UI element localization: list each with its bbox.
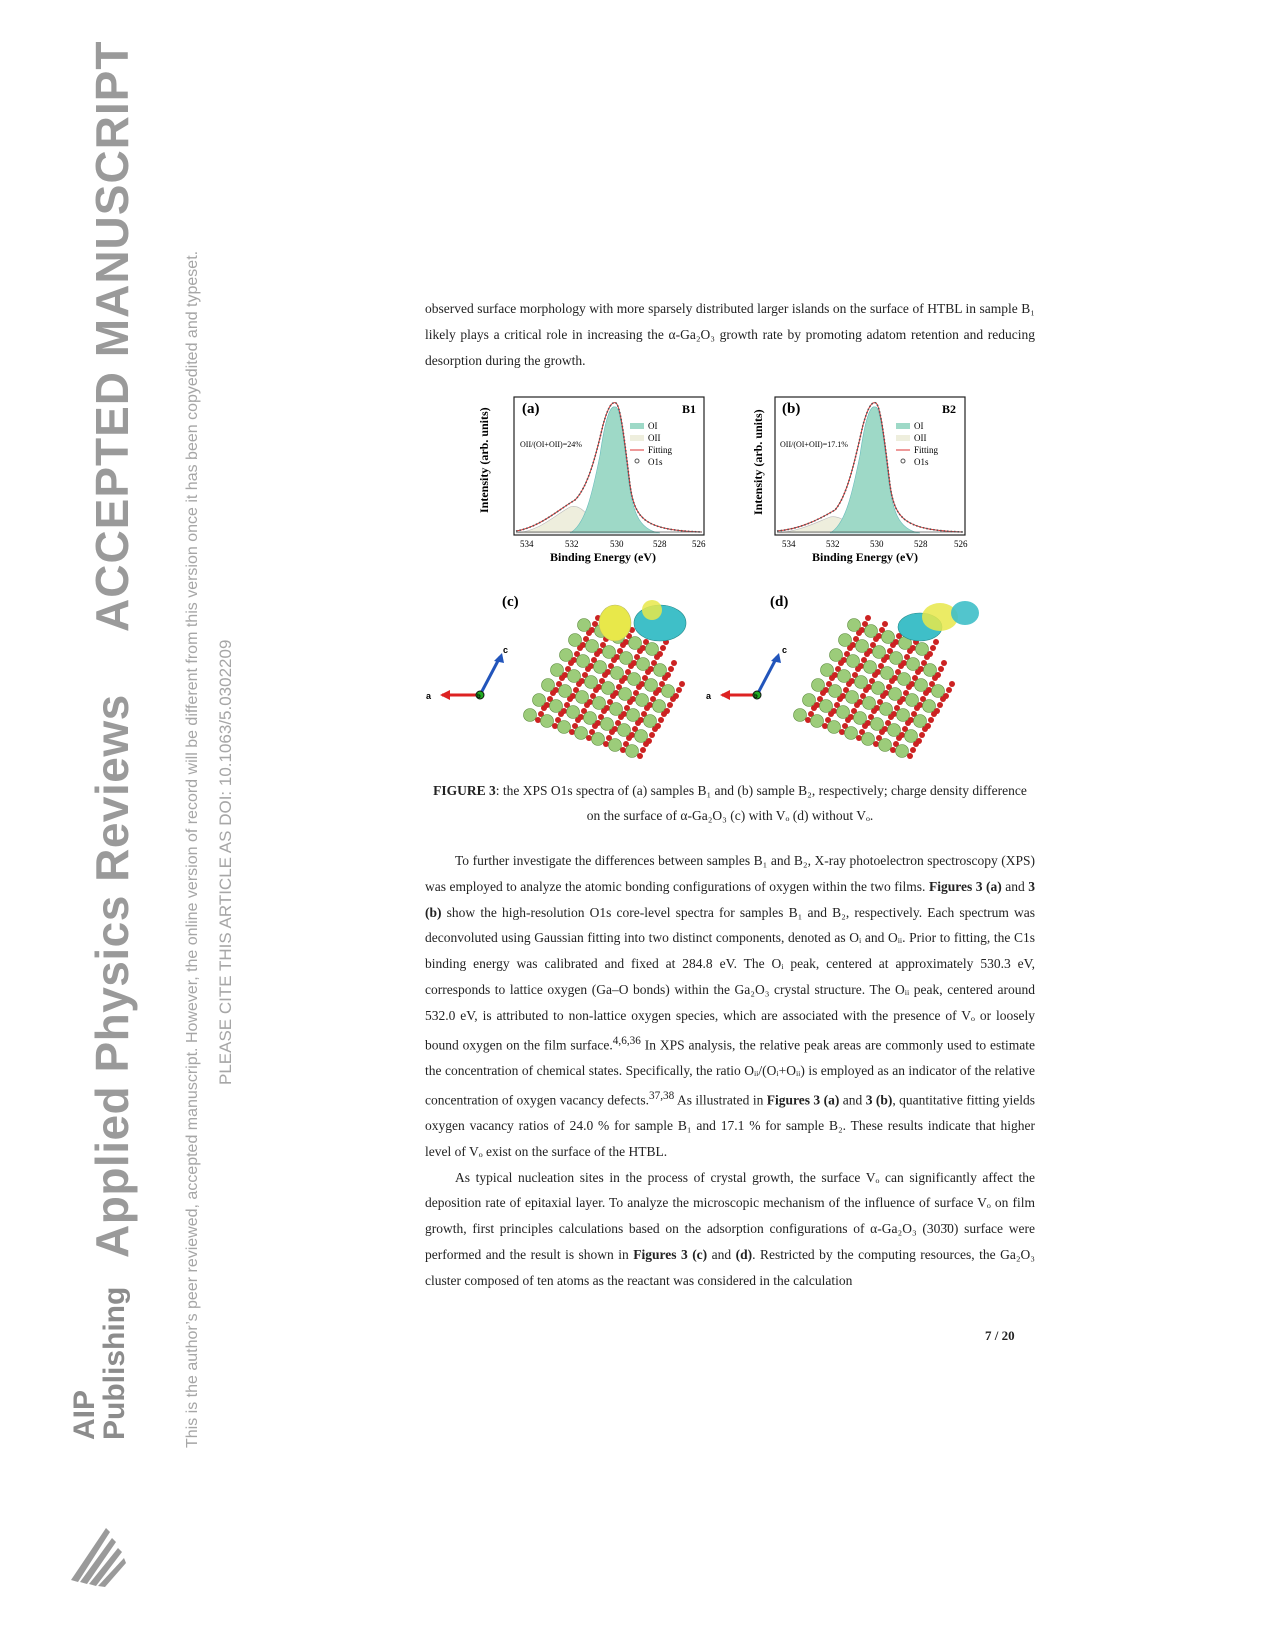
- panel-c-ga-atom: [560, 649, 573, 662]
- panel-d-o-atom: [907, 753, 913, 759]
- panel-d-ga-atom: [923, 700, 936, 713]
- accepted-manuscript-banner: ACCEPTED MANUSCRIPT: [86, 40, 138, 632]
- panel-c-o-atom: [597, 648, 603, 654]
- panel-c-o-atom: [587, 699, 593, 705]
- panel-c-ga-atom: [586, 640, 599, 653]
- panel-c-o-atom: [571, 657, 577, 663]
- panel-c-o-atom: [586, 735, 592, 741]
- panel-d-o-atom: [849, 678, 855, 684]
- panel-c-o-atom: [612, 726, 618, 732]
- panel-b-xtick-526: 526: [954, 539, 968, 549]
- legend-b-oi: OI: [914, 421, 924, 431]
- panel-d-ga-atom: [865, 625, 878, 638]
- p2-fig-ref-4: 3 (b): [865, 1092, 893, 1108]
- panel-d-ga-atom: [916, 643, 929, 656]
- panel-d-o-atom: [899, 732, 905, 738]
- journal-name: Applied Physics Reviews: [86, 694, 138, 1258]
- panel-d-o-atom: [938, 666, 944, 672]
- panel-b-label: (b): [782, 401, 801, 417]
- panel-d-o-atom: [910, 645, 916, 651]
- panel-c-ga-atom: [611, 667, 624, 680]
- panel-c-o-atom: [629, 732, 635, 738]
- panel-c-ga-atom: [619, 688, 632, 701]
- panel-d-ga-atom: [864, 661, 877, 674]
- panel-d-o-atom: [890, 747, 896, 753]
- p2-c: show the high-resolution O1s core-level spectra for samples B₁ and B₂, respectively. Each spectrum was deconvoluted using Gaussian fitting into two distinct components, denoted as Oᵢ and Oᵢᵢ. Prior to fitting, the C1s binding energy was calibrated and fixed at 284.8 eV. The Oᵢ peak, centered at approximately 530.3 eV, corresponds to lattice oxygen (Ga–O bonds) within the Ga₂O₃ crystal structure. The Oᵢᵢ peak, centered around 532.0 eV, is attributed to non-lattice oxygen species, which are associated with the presence of Vₒ or loosely bound oxygen on the film surface.: [425, 904, 1035, 1053]
- panel-d-o-atom: [891, 711, 897, 717]
- panel-c-o-atom: [561, 708, 567, 714]
- aip-logo-mark-icon: [66, 1520, 126, 1590]
- panel-d-ga-atom: [907, 658, 920, 671]
- panel-c-ga-atom: [593, 697, 606, 710]
- panel-d-o-atom: [858, 663, 864, 669]
- panel-d-ga-atom: [829, 685, 842, 698]
- figure-3: [420, 395, 1020, 765]
- panel-d-ga-atom: [847, 655, 860, 668]
- legend-a-o1s: O1s: [648, 457, 663, 467]
- panel-c-ga-atom: [602, 682, 615, 695]
- panel-a-xtick-528: 528: [653, 539, 667, 549]
- p2-citation-2: 37,38: [648, 1089, 675, 1102]
- panel-d-ga-atom: [872, 682, 885, 695]
- panel-b-ratio: OII/(OI+OII)=17.1%: [780, 440, 848, 449]
- panel-d-ga-atom: [889, 688, 902, 701]
- panel-d-ga-atom: [896, 745, 909, 758]
- panel-c-o-atom: [665, 672, 671, 678]
- panel-c-ga-atom: [551, 664, 564, 677]
- panel-d-o-atom: [937, 702, 943, 708]
- panel-c-ga-atom: [644, 715, 657, 728]
- panel-c-o-atom: [655, 723, 661, 729]
- panel-c-o-atom: [578, 714, 584, 720]
- panel-c-o-atom: [649, 732, 655, 738]
- panel-d-o-atom: [909, 681, 915, 687]
- panel-d-ga-atom: [879, 739, 892, 752]
- panel-a-ylabel: Intensity (arb. units): [477, 407, 491, 513]
- panel-c-o-atom: [640, 747, 646, 753]
- panel-d-o-atom: [901, 660, 907, 666]
- panel-c-ga-atom: [618, 724, 631, 737]
- panel-c-ga-atom: [542, 679, 555, 692]
- panel-c-axis-b: b: [477, 694, 481, 700]
- panel-d-ga-atom: [846, 691, 859, 704]
- panel-d-o-atom: [927, 651, 933, 657]
- panel-d-o-atom: [814, 702, 820, 708]
- panel-d-axes: [706, 645, 787, 701]
- panel-c-ga-atom: [610, 703, 623, 716]
- panel-c-o-atom: [664, 708, 670, 714]
- panel-d-ga-atom: [932, 685, 945, 698]
- panel-d-ga-atom: [803, 694, 816, 707]
- panel-a-xtick-534: 534: [520, 539, 534, 549]
- p2-d: In XPS analysis, the relative peak areas are commonly used to estimate the concentration of chemical states. Specifically, the ratio Oᵢᵢ/(Oᵢ+Oᵢᵢ) is employed as an indicator of the relative concentration of oxygen vacancy defects.: [425, 1037, 1035, 1108]
- panel-d-o-atom: [865, 720, 871, 726]
- legend-b-fitting: Fitting: [914, 445, 939, 455]
- panel-d-o-atom: [857, 699, 863, 705]
- panel-c-ga-atom: [550, 700, 563, 713]
- panel-c-ga-atom: [567, 706, 580, 719]
- panel-d-o-atom: [934, 708, 940, 714]
- p3-fig-ref-2: (d): [735, 1246, 753, 1262]
- panel-d-ga-atom: [905, 730, 918, 743]
- panel-d-ga-atom: [845, 727, 858, 740]
- panel-d-ga-atom: [881, 667, 894, 680]
- panel-d-o-atom: [910, 747, 916, 753]
- panel-d-o-atom: [873, 741, 879, 747]
- panel-d-o-atom: [930, 645, 936, 651]
- figure-caption: [425, 778, 1035, 828]
- panel-c-ga-atom: [575, 727, 588, 740]
- panel-c-ga-atom: [645, 679, 658, 692]
- p2-b: and: [1001, 878, 1029, 894]
- panel-d-ga-atom: [856, 640, 869, 653]
- panel-c-o-atom: [562, 672, 568, 678]
- panel-d-o-atom: [850, 642, 856, 648]
- p2-fig-ref-1: Figures 3 (a): [928, 878, 1002, 894]
- panel-b-sample: B2: [942, 402, 957, 416]
- p2-e: As illustrated in: [674, 1092, 767, 1108]
- p3-c: . Restricted by the computing resources, the Ga₂O₃ cluster composed of ten atoms as the reactant was considered in the calculation: [425, 1246, 1035, 1288]
- panel-d-ga-atom: [915, 679, 928, 692]
- legend-b-oii: OII: [914, 433, 927, 443]
- panel-c-label: (c): [502, 594, 519, 610]
- panel-d-ga-atom: [924, 664, 937, 677]
- panel-d-o-atom: [892, 675, 898, 681]
- panel-c-o-atom: [667, 702, 673, 708]
- panel-d-o-atom: [867, 648, 873, 654]
- panel-c-ga-atom: [662, 685, 675, 698]
- panel-a-xtick-530: 530: [610, 539, 624, 549]
- panel-d-axis-c: c: [782, 645, 788, 655]
- p3-a: As typical nucleation sites in the process of crystal growth, the surface Vₒ can significantly affect the deposition rate of epitaxial layer. To analyze the microscopic mechanism of the influence of surface Vₒ on film growth, first principles calculations based on the adsorption configurations of α-Ga₂O₃ (303̄0) surface were performed and the result is shown in: [425, 1169, 1035, 1262]
- panel-d-o-atom: [900, 696, 906, 702]
- p2-g: , quantitative fitting yields oxygen vacancy ratios of 24.0 % for sample B₁ and 17.1 % for sample B₂. These results indicate that higher level of Vₒ exist on the surface of the HTBL.: [425, 1092, 1035, 1159]
- panel-c-o-atom: [605, 669, 611, 675]
- panel-b-xtick-528: 528: [914, 539, 928, 549]
- panel-d-o-atom: [946, 687, 952, 693]
- panel-c-o-atom: [647, 702, 653, 708]
- paragraph-xps-text: [425, 848, 1035, 1165]
- panel-d-o-atom: [840, 693, 846, 699]
- panel-c-o-atom: [580, 642, 586, 648]
- panel-c-o-atom: [596, 684, 602, 690]
- panel-c-ga-atom: [636, 694, 649, 707]
- panel-d-o-atom: [943, 693, 949, 699]
- panel-d-o-atom: [882, 621, 888, 627]
- panel-c-ga-atom: [601, 718, 614, 731]
- panel-a-sample: B1: [682, 402, 697, 416]
- panel-d-ga-atom: [828, 721, 841, 734]
- panel-c-axis-a: a: [426, 691, 432, 701]
- panel-c-o-atom: [614, 654, 620, 660]
- panel-a-xtick-532: 532: [565, 539, 579, 549]
- panel-c-ga-atom: [626, 745, 639, 758]
- panel-d-o-atom: [822, 723, 828, 729]
- panel-c-o-atom: [604, 705, 610, 711]
- p2-fig-ref-2: 3 (b): [425, 878, 1035, 920]
- panel-b-xtick-534: 534: [782, 539, 796, 549]
- panel-d-o-atom: [926, 687, 932, 693]
- panel-d-o-atom: [831, 708, 837, 714]
- panel-d-o-atom: [941, 660, 947, 666]
- panel-c-ga-atom: [533, 694, 546, 707]
- panel-d-ga-atom: [880, 703, 893, 716]
- panel-c-o-atom: [588, 663, 594, 669]
- panel-c-ga-atom: [558, 721, 571, 734]
- panel-c-o-atom: [553, 687, 559, 693]
- panel-c-ga-atom: [628, 673, 641, 686]
- panel-d-o-atom: [893, 639, 899, 645]
- panel-c-o-atom: [570, 693, 576, 699]
- panel-c-o-atom: [621, 711, 627, 717]
- panel-d-o-atom: [949, 681, 955, 687]
- panel-a-label: (a): [522, 401, 540, 417]
- panel-d-ga-atom: [812, 679, 825, 692]
- aip-publishing-logo: [70, 1287, 130, 1440]
- panel-c-o-atom: [630, 696, 636, 702]
- panel-c-ga-atom: [541, 715, 554, 728]
- paragraph-intro-text: observed surface morphology with more sparsely distributed larger islands on the surface of HTBL in sample B₁ likely plays a critical role in increasing the α-Ga₂O₃ growth rate by promoting adatom retention and reducing desorption during the growth.: [425, 301, 1035, 368]
- panel-c-ga-atom: [569, 634, 582, 647]
- panel-d-ga-atom: [906, 694, 919, 707]
- panel-d-o-atom: [925, 723, 931, 729]
- panel-d-ga-atom: [848, 619, 861, 632]
- panel-c-o-atom: [660, 645, 666, 651]
- panel-c-o-atom: [595, 720, 601, 726]
- panel-c-ga-atom: [627, 709, 640, 722]
- panel-c-o-atom: [671, 660, 677, 666]
- paragraph-intro: [425, 296, 1035, 373]
- panel-c-o-atom: [656, 687, 662, 693]
- panel-c-o-atom: [535, 717, 541, 723]
- panel-d-ga-atom: [882, 631, 895, 644]
- panel-d-ga-atom: [820, 700, 833, 713]
- panel-c-o-atom: [648, 666, 654, 672]
- panel-d-o-atom: [917, 702, 923, 708]
- panel-d-ga-atom: [873, 646, 886, 659]
- panel-c-ga-atom: [568, 670, 581, 683]
- panel-d-o-atom: [884, 654, 890, 660]
- p2-citation-1: 4,6,36: [612, 1034, 641, 1047]
- panel-d-ga-atom: [862, 733, 875, 746]
- legend-a-oi: OI: [648, 421, 658, 431]
- panel-c-ga-atom: [620, 652, 633, 665]
- panel-d-ga-atom: [897, 709, 910, 722]
- panel-d-ga-atom: [838, 670, 851, 683]
- panel-d-o-atom: [832, 672, 838, 678]
- panel-d-o-atom: [935, 672, 941, 678]
- panel-c-o-atom: [631, 660, 637, 666]
- panel-d-axis-b: b: [754, 694, 758, 700]
- panel-b-xlabel: Binding Energy (eV): [812, 550, 919, 564]
- panel-c-isosurface-yellow: [599, 605, 631, 641]
- panel-d-label: (d): [770, 594, 789, 610]
- panel-c-ga-atom: [654, 664, 667, 677]
- legend-b-o1s: O1s: [914, 457, 929, 467]
- panel-a-xlabel: Binding Energy (eV): [550, 550, 657, 564]
- panel-d-ga-atom: [811, 715, 824, 728]
- panel-d-o-atom: [856, 735, 862, 741]
- p2-fig-ref-3: Figures 3 (a): [766, 1092, 840, 1108]
- panel-d-o-atom: [839, 729, 845, 735]
- panel-a-xps-chart: [477, 397, 706, 564]
- cite-doi: PLEASE CITE THIS ARTICLE AS DOI: 10.1063/5.0302209: [216, 639, 235, 1085]
- panel-c-ga-atom: [577, 655, 590, 668]
- caption-text: : the XPS O1s spectra of (a) samples B₁ and (b) sample B₂, respectively; charge density difference on the surface of α-Ga₂O₃ (c) with Vₒ (d) without Vₒ.: [495, 783, 1027, 823]
- panel-c-ga-atom: [594, 661, 607, 674]
- disclaimer-text: This is the author’s peer reviewed, accepted manuscript. However, the online version of record will be different from this version once it has been copyedited and typeset.: [184, 250, 201, 1448]
- panel-d-ga-atom: [830, 649, 843, 662]
- panel-c-ga-atom: [592, 733, 605, 746]
- panel-d-o-atom: [866, 684, 872, 690]
- panel-c-ga-atom: [637, 658, 650, 671]
- panel-d-o-atom: [883, 690, 889, 696]
- panel-c-o-atom: [676, 687, 682, 693]
- panel-d-o-atom: [859, 627, 865, 633]
- panel-c-structure: [426, 594, 686, 759]
- panel-c-o-atom: [657, 651, 663, 657]
- panel-d-o-atom: [823, 687, 829, 693]
- panel-d-o-atom: [875, 669, 881, 675]
- panel-c-ga-atom: [524, 709, 537, 722]
- page-number: 7 / 20: [985, 1328, 1015, 1343]
- panel-d-ga-atom: [854, 712, 867, 725]
- panel-c-o-atom: [589, 627, 595, 633]
- panel-c-o-atom: [679, 681, 685, 687]
- panel-d-o-atom: [928, 717, 934, 723]
- panel-d-o-atom: [805, 717, 811, 723]
- panel-c-o-atom: [613, 690, 619, 696]
- panel-c-o-atom: [544, 702, 550, 708]
- panel-c-o-atom: [552, 723, 558, 729]
- panel-a-xtick-526: 526: [692, 539, 706, 549]
- panel-c-o-atom: [658, 717, 664, 723]
- legend-a-fitting: Fitting: [648, 445, 673, 455]
- panel-d-o-atom: [882, 726, 888, 732]
- panel-c-o-atom: [623, 639, 629, 645]
- aip-logo-line1: AIP: [68, 1389, 101, 1440]
- panel-d-ga-atom: [888, 724, 901, 737]
- panel-c-axis-c: c: [503, 645, 509, 655]
- p3-b: and: [707, 1246, 736, 1262]
- panel-c-ga-atom: [559, 685, 572, 698]
- panel-a-ratio: OII/(OI+OII)=24%: [520, 440, 582, 449]
- panel-c-o-atom: [638, 717, 644, 723]
- panel-d-o-atom: [848, 714, 854, 720]
- panel-c-o-atom: [603, 741, 609, 747]
- panel-d-o-atom: [933, 639, 939, 645]
- paragraph-nucleation-text: [425, 1165, 1035, 1294]
- panel-b-xps-chart: [751, 397, 968, 564]
- panel-c-ga-atom: [584, 712, 597, 725]
- panel-c-ga-atom: [609, 739, 622, 752]
- paragraph-xps: [425, 848, 1035, 1294]
- panel-d-o-atom: [918, 666, 924, 672]
- panel-c-ga-atom: [629, 637, 642, 650]
- panel-c-o-atom: [579, 678, 585, 684]
- panel-d-ga-atom: [855, 676, 868, 689]
- panel-d-o-atom: [919, 732, 925, 738]
- panel-d-axis-a: a: [706, 691, 712, 701]
- panel-b-xtick-532: 532: [826, 539, 840, 549]
- panel-c-o-atom: [637, 753, 643, 759]
- panel-d-ga-atom: [914, 715, 927, 728]
- panel-c-ga-atom: [585, 676, 598, 689]
- legend-a-oii: OII: [648, 433, 661, 443]
- p2-f: and: [839, 1092, 866, 1108]
- panel-d-o-atom: [916, 738, 922, 744]
- panel-c-ga-atom: [576, 691, 589, 704]
- caption-label: FIGURE 3: [433, 783, 496, 798]
- panel-d-ga-atom: [898, 673, 911, 686]
- panel-d-o-atom: [874, 705, 880, 711]
- panel-c-o-atom: [673, 693, 679, 699]
- panel-c-ga-atom: [578, 619, 591, 632]
- panel-d-o-atom: [908, 717, 914, 723]
- panel-d-o-atom: [841, 657, 847, 663]
- panel-c-o-atom: [620, 747, 626, 753]
- panel-d-o-atom: [865, 615, 871, 621]
- panel-d-ga-atom: [890, 652, 903, 665]
- panel-c-ga-atom: [646, 643, 659, 656]
- panel-c-ga-atom: [603, 646, 616, 659]
- panel-d-ga-atom: [839, 634, 852, 647]
- panel-c-ga-atom: [653, 700, 666, 713]
- panel-b-xtick-530: 530: [870, 539, 884, 549]
- panel-d-ga-atom: [794, 709, 807, 722]
- panel-d-ga-atom: [821, 664, 834, 677]
- panel-d-ga-atom: [837, 706, 850, 719]
- panel-b-ylabel: Intensity (arb. units): [751, 409, 765, 515]
- p3-fig-ref-1: Figures 3 (c): [633, 1246, 708, 1262]
- panel-d-ga-atom: [871, 718, 884, 731]
- panel-c-o-atom: [639, 681, 645, 687]
- panel-c-ga-atom: [635, 730, 648, 743]
- panel-c-axes: [426, 645, 508, 701]
- p2-a: To further investigate the differences between samples B₁ and B₂, X-ray photoelectron spectroscopy (XPS) was employed to analyze the atomic bonding configurations of oxygen within the two films.: [425, 853, 1035, 894]
- panel-d-ga-atom: [863, 697, 876, 710]
- panel-c-o-atom: [569, 729, 575, 735]
- aip-logo-line2: Publishing: [98, 1286, 131, 1440]
- panel-c-o-atom: [622, 675, 628, 681]
- panel-c-o-atom: [668, 666, 674, 672]
- panel-d-structure: [706, 594, 979, 759]
- panel-d-o-atom: [876, 633, 882, 639]
- panel-c-o-atom: [640, 645, 646, 651]
- panel-c-o-atom: [646, 738, 652, 744]
